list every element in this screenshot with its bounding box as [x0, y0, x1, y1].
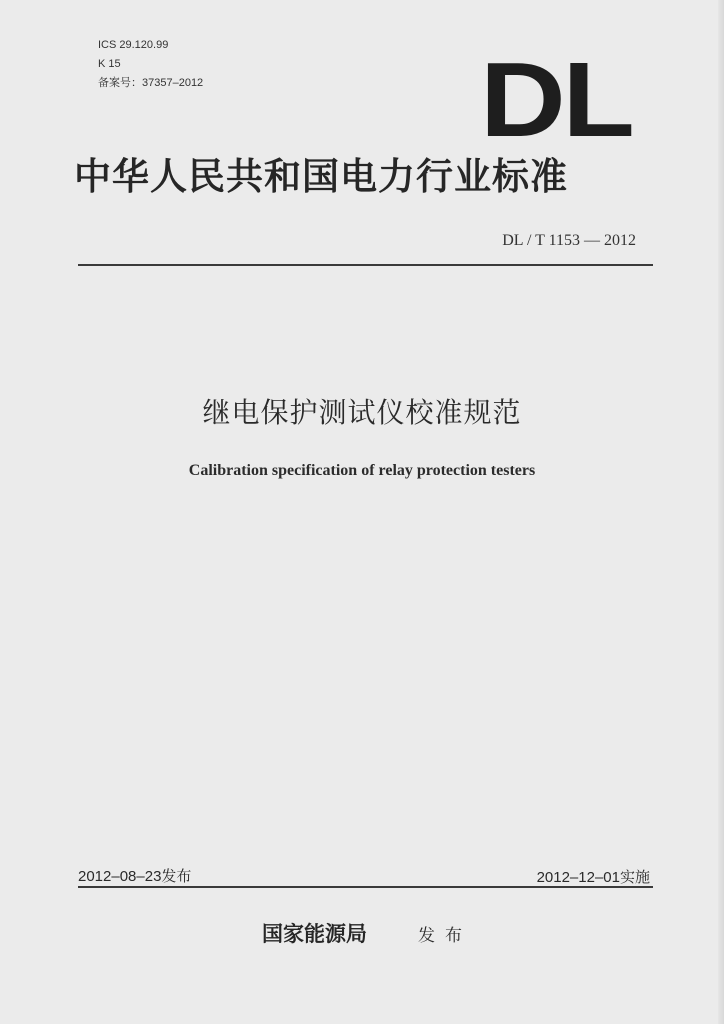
- standard-metadata: [98, 36, 203, 93]
- record-number: 备案号：37357–2012: [98, 77, 204, 89]
- classification-code: K 15: [98, 58, 121, 70]
- publish-label: 发布: [418, 926, 472, 946]
- top-divider: [78, 264, 653, 266]
- issue-date: 2012–08–23发布: [78, 868, 192, 885]
- ics-code: ICS 29.120.99: [98, 39, 169, 51]
- bottom-divider: [78, 886, 653, 888]
- document-title-cn: 继电保护测试仪校准规范: [202, 396, 522, 429]
- page-edge: [718, 0, 724, 1024]
- document-title-en: Calibration specification of relay protection testers: [188, 462, 536, 479]
- implementation-date: 2012–12–01实施: [536, 869, 650, 886]
- standard-number: DL / T 1153 — 2012: [502, 232, 636, 249]
- issuing-authority: 国家能源局: [262, 921, 367, 946]
- dl-logo: DL: [480, 41, 632, 159]
- industry-standard-title: 中华人民共和国电力行业标准: [74, 154, 568, 198]
